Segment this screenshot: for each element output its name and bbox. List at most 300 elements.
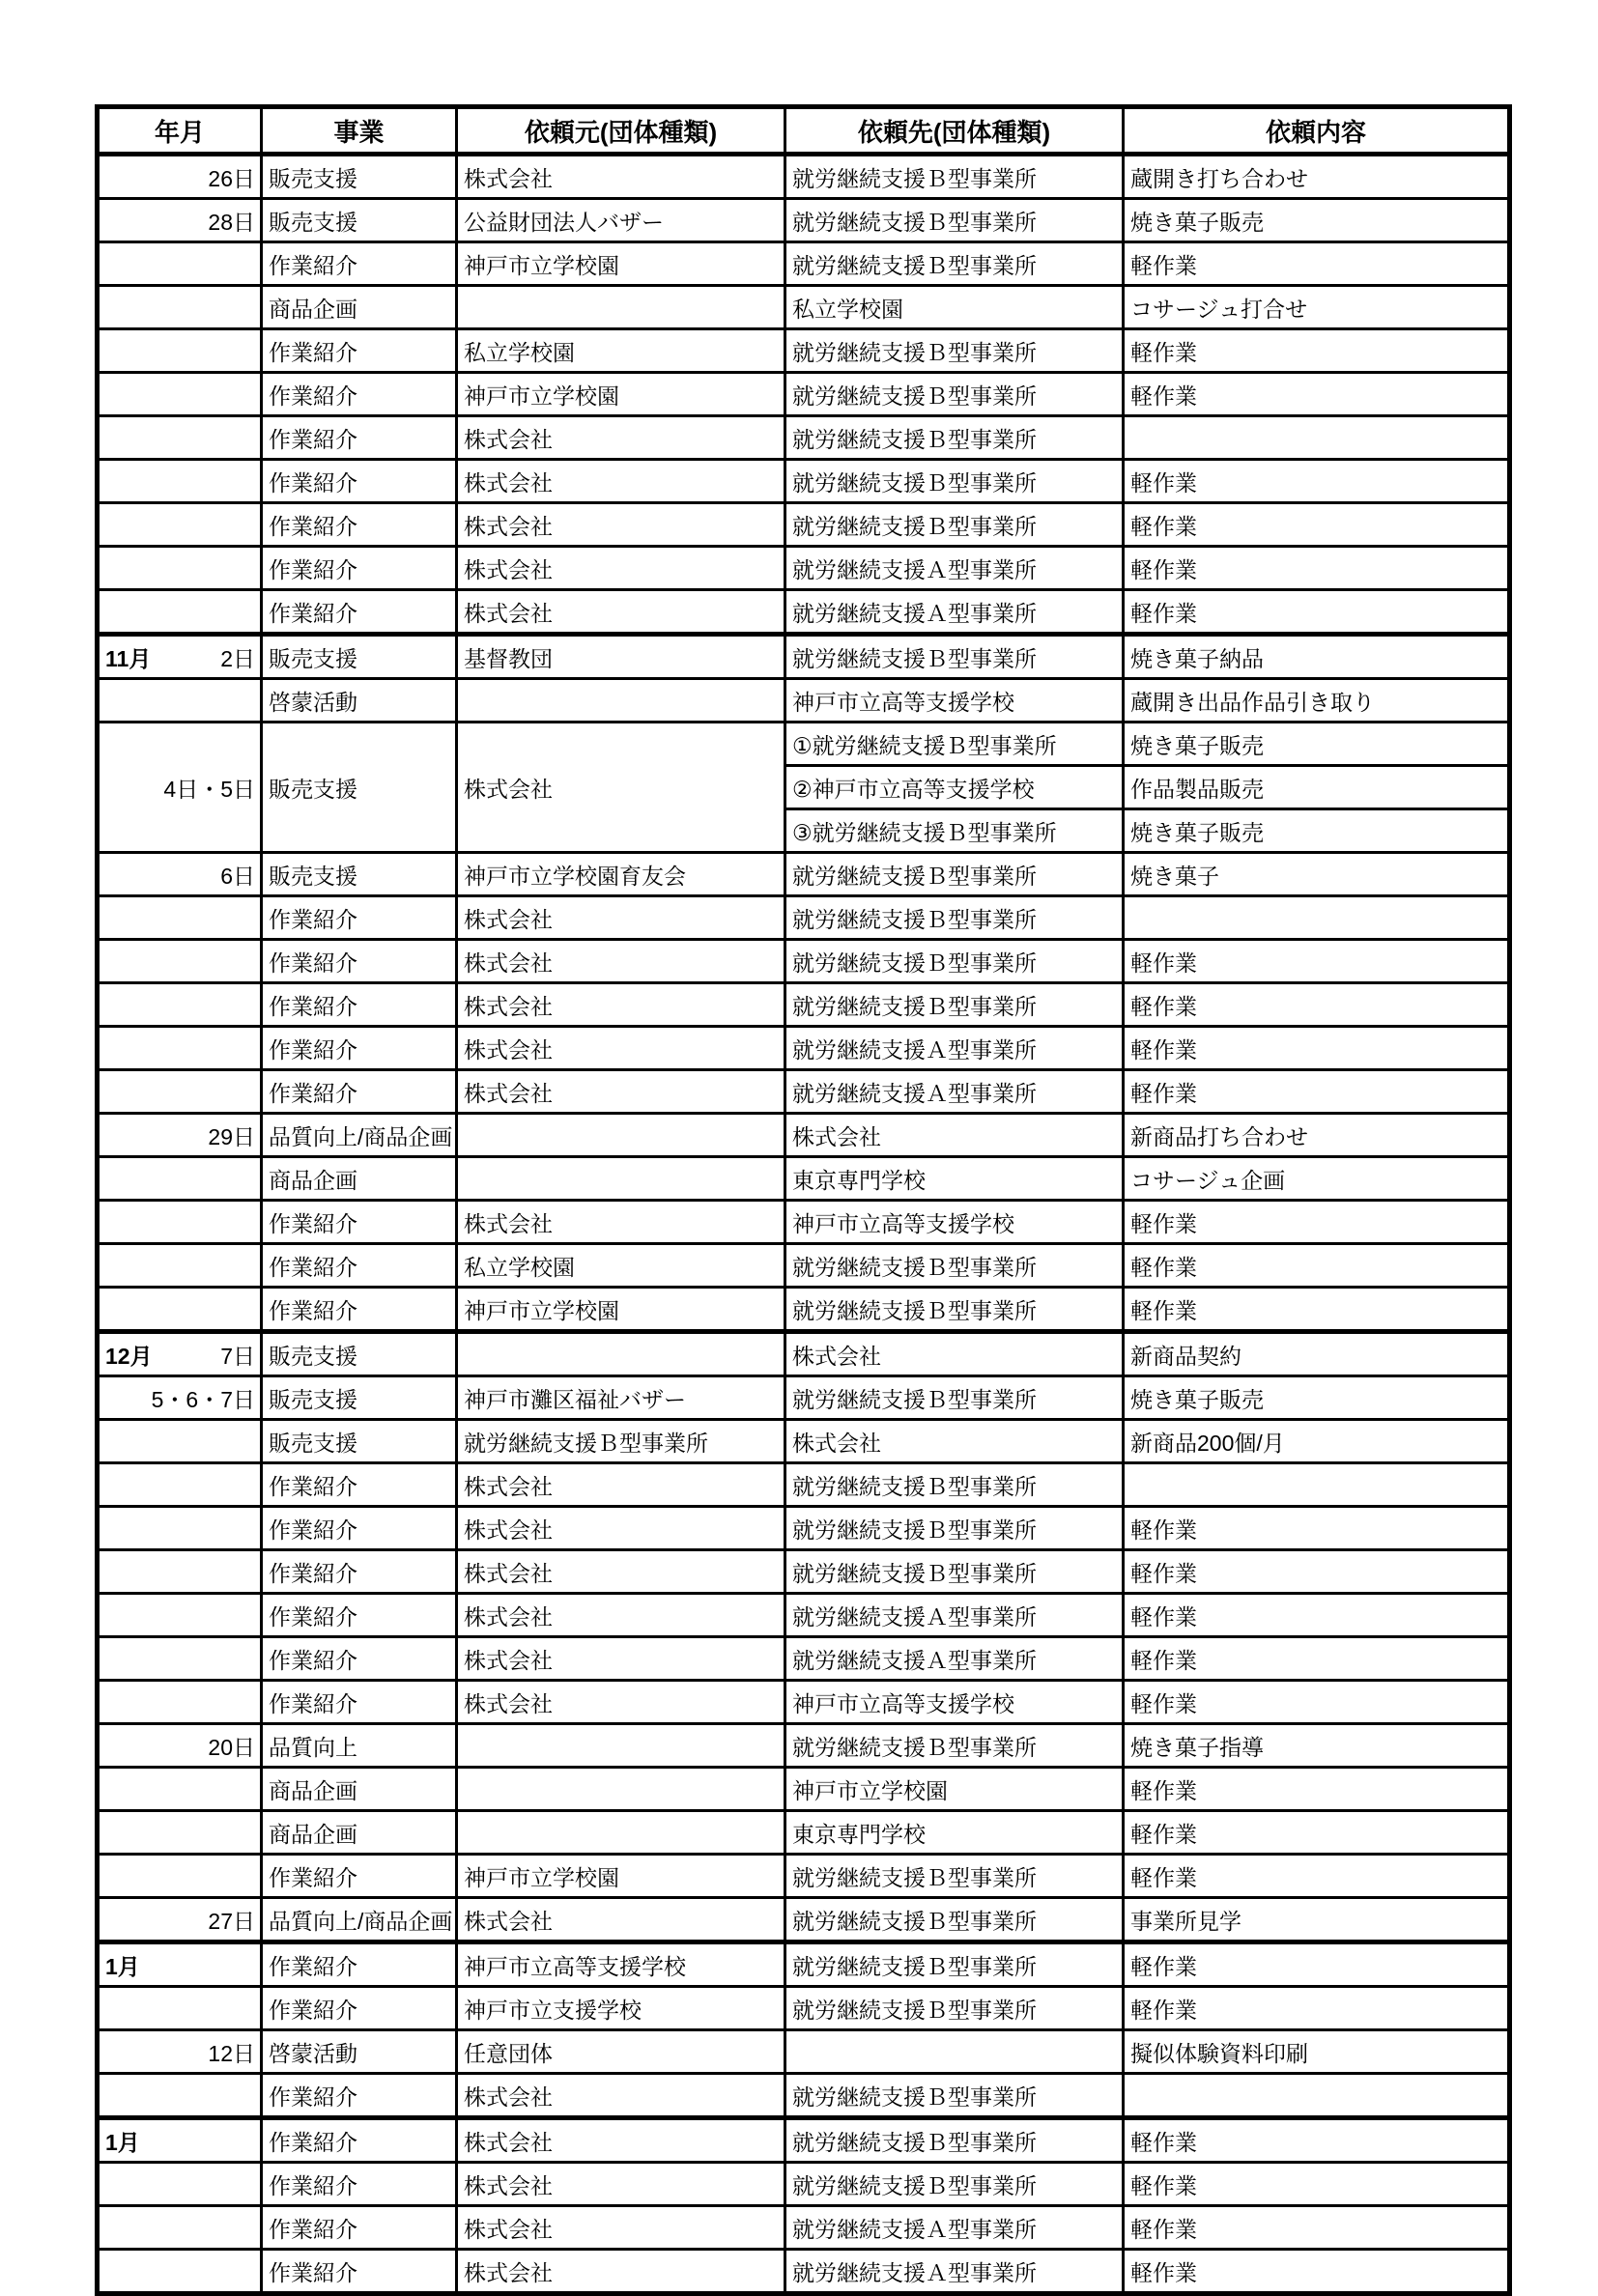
cell-year-month xyxy=(98,1768,262,1811)
cell-request-source xyxy=(457,286,785,329)
cell-business: 販売支援 xyxy=(262,635,457,679)
cell-business: 販売支援 xyxy=(262,1420,457,1463)
table-header xyxy=(98,107,1510,155)
table-row xyxy=(98,155,1510,199)
cell-request-content: 焼き菓子納品 xyxy=(1124,635,1510,679)
cell-request-content: 軽作業 xyxy=(1124,1987,1510,2030)
cell-request-destination: 就労継続支援Ｂ型事業所 xyxy=(785,199,1124,242)
cell-request-source xyxy=(457,1811,785,1855)
cell-year-month xyxy=(98,2030,262,2074)
cell-business: 販売支援 xyxy=(262,723,457,853)
cell-year-month xyxy=(98,1987,262,2030)
table-row xyxy=(98,2030,1510,2074)
cell-request-content: 焼き菓子販売 xyxy=(1124,199,1510,242)
cell-request-destination: 就労継続支援Ｂ型事業所 xyxy=(785,1724,1124,1768)
day-label: 29日 xyxy=(208,1123,255,1149)
cell-business: 作業紹介 xyxy=(262,1027,457,1070)
cell-business: 販売支援 xyxy=(262,853,457,896)
cell-request-source: 株式会社 xyxy=(457,896,785,940)
cell-request-source xyxy=(457,1332,785,1376)
cell-request-content: 新商品打ち合わせ xyxy=(1124,1114,1510,1157)
table-row xyxy=(98,1594,1510,1637)
cell-request-destination: 就労継続支援Ｂ型事業所 xyxy=(785,940,1124,983)
cell-request-source: 神戸市立高等支援学校 xyxy=(457,1942,785,1987)
cell-request-source: 株式会社 xyxy=(457,503,785,547)
table-row xyxy=(98,1942,1510,1987)
cell-request-content: 軽作業 xyxy=(1124,1027,1510,1070)
header-cell-business: 事業 xyxy=(262,107,457,155)
cell-year-month xyxy=(98,853,262,896)
cell-request-content: 軽作業 xyxy=(1124,503,1510,547)
cell-business: 作業紹介 xyxy=(262,1288,457,1332)
cell-request-destination: 就労継続支援Ｂ型事業所 xyxy=(785,896,1124,940)
cell-request-content: 軽作業 xyxy=(1124,1288,1510,1332)
cell-year-month xyxy=(98,940,262,983)
cell-year-month xyxy=(98,416,262,460)
cell-business: 作業紹介 xyxy=(262,2163,457,2206)
month-label: 12月 xyxy=(105,1343,153,1369)
table-row xyxy=(98,1855,1510,1898)
table-row xyxy=(98,635,1510,679)
cell-year-month xyxy=(98,2206,262,2250)
cell-year-month xyxy=(98,199,262,242)
table-row xyxy=(98,1420,1510,1463)
cell-request-source xyxy=(457,679,785,723)
cell-business: 販売支援 xyxy=(262,199,457,242)
table-row xyxy=(98,2250,1510,2294)
cell-request-destination: 就労継続支援Ａ型事業所 xyxy=(785,2250,1124,2294)
day-label: 27日 xyxy=(208,1908,255,1934)
cell-request-source: 株式会社 xyxy=(457,723,785,853)
cell-year-month xyxy=(98,1637,262,1681)
day-label: 6日 xyxy=(220,863,255,889)
cell-request-source: 株式会社 xyxy=(457,983,785,1027)
cell-year-month xyxy=(98,1724,262,1768)
table-row xyxy=(98,2074,1510,2118)
cell-business: 商品企画 xyxy=(262,1811,457,1855)
table-row xyxy=(98,503,1510,547)
cell-year-month xyxy=(98,1027,262,1070)
table-row xyxy=(98,199,1510,242)
table-row xyxy=(98,1637,1510,1681)
cell-request-source: 株式会社 xyxy=(457,1637,785,1681)
cell-request-source: 私立学校園 xyxy=(457,329,785,373)
cell-request-content: 軽作業 xyxy=(1124,242,1510,286)
cell-request-source: 任意団体 xyxy=(457,2030,785,2074)
cell-business: 作業紹介 xyxy=(262,1637,457,1681)
cell-request-content: 軽作業 xyxy=(1124,983,1510,1027)
cell-business: 作業紹介 xyxy=(262,896,457,940)
cell-request-source: 株式会社 xyxy=(457,2118,785,2163)
cell-year-month xyxy=(98,590,262,635)
table-row xyxy=(98,2206,1510,2250)
cell-request-content: 軽作業 xyxy=(1124,1201,1510,1244)
cell-request-destination: 東京専門学校 xyxy=(785,1157,1124,1201)
cell-business: 作業紹介 xyxy=(262,547,457,590)
cell-request-source: 神戸市立学校園育友会 xyxy=(457,853,785,896)
cell-business: 作業紹介 xyxy=(262,1942,457,1987)
cell-request-destination: ③就労継続支援Ｂ型事業所 xyxy=(785,809,1124,853)
cell-request-content: 新商品契約 xyxy=(1124,1332,1510,1376)
cell-request-source: 神戸市立支援学校 xyxy=(457,1987,785,2030)
cell-year-month xyxy=(98,1463,262,1507)
cell-business: 作業紹介 xyxy=(262,983,457,1027)
cell-request-source: 株式会社 xyxy=(457,1594,785,1637)
cell-request-content: 軽作業 xyxy=(1124,1811,1510,1855)
cell-request-source: 株式会社 xyxy=(457,1027,785,1070)
cell-request-content: 軽作業 xyxy=(1124,2250,1510,2294)
cell-year-month xyxy=(98,1507,262,1550)
request-schedule-table xyxy=(95,104,1512,2296)
cell-request-content: コサージュ打合せ xyxy=(1124,286,1510,329)
cell-request-source: 株式会社 xyxy=(457,1550,785,1594)
table-row xyxy=(98,1244,1510,1288)
table-row xyxy=(98,1157,1510,1201)
cell-request-destination: 就労継続支援Ｂ型事業所 xyxy=(785,373,1124,416)
table-row xyxy=(98,1987,1510,2030)
cell-request-content: 軽作業 xyxy=(1124,1942,1510,1987)
cell-business: 商品企画 xyxy=(262,286,457,329)
cell-business: 作業紹介 xyxy=(262,242,457,286)
header-row xyxy=(98,107,1510,155)
cell-request-destination: 就労継続支援Ａ型事業所 xyxy=(785,1070,1124,1114)
cell-year-month xyxy=(98,679,262,723)
cell-business: 商品企画 xyxy=(262,1768,457,1811)
cell-request-content xyxy=(1124,416,1510,460)
table-row xyxy=(98,1811,1510,1855)
table-row xyxy=(98,896,1510,940)
cell-request-content: 事業所見学 xyxy=(1124,1898,1510,1942)
cell-request-destination: ①就労継続支援Ｂ型事業所 xyxy=(785,723,1124,766)
cell-request-content: コサージュ企画 xyxy=(1124,1157,1510,1201)
cell-business: 作業紹介 xyxy=(262,1244,457,1288)
cell-request-content: 擬似体験資料印刷 xyxy=(1124,2030,1510,2074)
cell-business: 作業紹介 xyxy=(262,503,457,547)
cell-year-month xyxy=(98,1070,262,1114)
table-row xyxy=(98,329,1510,373)
table-row xyxy=(98,1027,1510,1070)
table-row xyxy=(98,1681,1510,1724)
cell-request-content: 軽作業 xyxy=(1124,1594,1510,1637)
table-row xyxy=(98,373,1510,416)
cell-business: 作業紹介 xyxy=(262,1463,457,1507)
cell-request-destination: 就労継続支援Ｂ型事業所 xyxy=(785,635,1124,679)
day-label: 12日 xyxy=(208,2040,255,2066)
cell-business: 作業紹介 xyxy=(262,1681,457,1724)
cell-request-source: 公益財団法人バザー xyxy=(457,199,785,242)
cell-business: 作業紹介 xyxy=(262,329,457,373)
cell-request-source: 株式会社 xyxy=(457,416,785,460)
cell-year-month xyxy=(98,1332,262,1376)
cell-request-destination: ②神戸市立高等支援学校 xyxy=(785,766,1124,809)
table-row xyxy=(98,1768,1510,1811)
cell-year-month xyxy=(98,896,262,940)
cell-request-content: 蔵開き出品作品引き取り xyxy=(1124,679,1510,723)
cell-request-source: 就労継続支援Ｂ型事業所 xyxy=(457,1420,785,1463)
cell-request-destination: 就労継続支援Ｂ型事業所 xyxy=(785,155,1124,199)
cell-business: 商品企画 xyxy=(262,1157,457,1201)
cell-year-month xyxy=(98,1594,262,1637)
cell-year-month xyxy=(98,1114,262,1157)
cell-year-month xyxy=(98,2163,262,2206)
table-body xyxy=(98,155,1510,2294)
cell-request-destination: 就労継続支援Ｂ型事業所 xyxy=(785,1942,1124,1987)
cell-year-month xyxy=(98,1855,262,1898)
cell-request-content: 軽作業 xyxy=(1124,1681,1510,1724)
cell-request-source xyxy=(457,1724,785,1768)
cell-request-source: 神戸市立学校園 xyxy=(457,373,785,416)
cell-request-destination: 就労継続支援Ｂ型事業所 xyxy=(785,1244,1124,1288)
cell-request-destination: 就労継続支援Ａ型事業所 xyxy=(785,1637,1124,1681)
cell-request-destination: 就労継続支援Ａ型事業所 xyxy=(785,590,1124,635)
cell-year-month xyxy=(98,242,262,286)
cell-request-destination: 株式会社 xyxy=(785,1420,1124,1463)
cell-request-source: 株式会社 xyxy=(457,1898,785,1942)
cell-request-destination: 私立学校園 xyxy=(785,286,1124,329)
cell-year-month xyxy=(98,983,262,1027)
cell-request-destination xyxy=(785,2030,1124,2074)
cell-request-destination: 神戸市立高等支援学校 xyxy=(785,1681,1124,1724)
cell-year-month xyxy=(98,1288,262,1332)
cell-request-source xyxy=(457,1768,785,1811)
cell-request-destination: 就労継続支援Ｂ型事業所 xyxy=(785,1987,1124,2030)
cell-business: 品質向上/商品企画 xyxy=(262,1114,457,1157)
cell-request-destination: 就労継続支援Ａ型事業所 xyxy=(785,2206,1124,2250)
cell-request-content: 軽作業 xyxy=(1124,1768,1510,1811)
cell-business: 作業紹介 xyxy=(262,1550,457,1594)
cell-request-destination: 東京専門学校 xyxy=(785,1811,1124,1855)
table-row xyxy=(98,940,1510,983)
table-row xyxy=(98,1114,1510,1157)
cell-business: 啓蒙活動 xyxy=(262,679,457,723)
cell-request-source: 株式会社 xyxy=(457,1201,785,1244)
cell-request-destination: 就労継続支援Ａ型事業所 xyxy=(785,547,1124,590)
cell-request-content: 軽作業 xyxy=(1124,940,1510,983)
cell-year-month xyxy=(98,1376,262,1420)
cell-request-source: 株式会社 xyxy=(457,2163,785,2206)
cell-business: 販売支援 xyxy=(262,1332,457,1376)
cell-request-content: 軽作業 xyxy=(1124,2163,1510,2206)
cell-request-source: 株式会社 xyxy=(457,1507,785,1550)
cell-request-destination: 就労継続支援Ａ型事業所 xyxy=(785,1027,1124,1070)
cell-year-month xyxy=(98,373,262,416)
table-row xyxy=(98,983,1510,1027)
cell-request-destination: 就労継続支援Ｂ型事業所 xyxy=(785,2118,1124,2163)
cell-request-destination: 株式会社 xyxy=(785,1114,1124,1157)
day-label: 28日 xyxy=(208,209,255,235)
table-row xyxy=(98,1898,1510,1942)
cell-request-source: 私立学校園 xyxy=(457,1244,785,1288)
cell-request-source: 神戸市立学校園 xyxy=(457,242,785,286)
cell-request-source: 株式会社 xyxy=(457,2206,785,2250)
table-row xyxy=(98,416,1510,460)
cell-business: 販売支援 xyxy=(262,155,457,199)
cell-request-content: 軽作業 xyxy=(1124,2206,1510,2250)
cell-business: 品質向上 xyxy=(262,1724,457,1768)
cell-request-source: 株式会社 xyxy=(457,940,785,983)
day-label: 26日 xyxy=(208,165,255,191)
day-label: 2日 xyxy=(220,645,255,671)
cell-request-destination: 神戸市立学校園 xyxy=(785,1768,1124,1811)
cell-request-content: 軽作業 xyxy=(1124,373,1510,416)
cell-request-source: 株式会社 xyxy=(457,1463,785,1507)
table-row xyxy=(98,547,1510,590)
cell-business: 作業紹介 xyxy=(262,1855,457,1898)
cell-request-content: 軽作業 xyxy=(1124,329,1510,373)
cell-business: 作業紹介 xyxy=(262,590,457,635)
table-row xyxy=(98,286,1510,329)
table-row xyxy=(98,242,1510,286)
day-label: 4日・5日 xyxy=(163,776,255,802)
cell-request-destination: 就労継続支援Ｂ型事業所 xyxy=(785,1898,1124,1942)
month-label: 11月 xyxy=(105,645,152,671)
cell-request-content: 軽作業 xyxy=(1124,1550,1510,1594)
header-cell-request-destination: 依頼先(団体種類) xyxy=(785,107,1124,155)
cell-request-destination: 就労継続支援Ｂ型事業所 xyxy=(785,329,1124,373)
cell-request-destination: 就労継続支援Ｂ型事業所 xyxy=(785,242,1124,286)
cell-request-destination: 神戸市立高等支援学校 xyxy=(785,1201,1124,1244)
table-row xyxy=(98,723,1510,766)
cell-year-month xyxy=(98,329,262,373)
table-row xyxy=(98,1376,1510,1420)
cell-year-month xyxy=(98,635,262,679)
cell-request-source: 株式会社 xyxy=(457,460,785,503)
cell-request-content: 焼き菓子販売 xyxy=(1124,809,1510,853)
table-row xyxy=(98,1507,1510,1550)
cell-request-content: 焼き菓子 xyxy=(1124,853,1510,896)
cell-request-destination: 就労継続支援Ａ型事業所 xyxy=(785,1594,1124,1637)
cell-request-content xyxy=(1124,2074,1510,2118)
cell-year-month xyxy=(98,1898,262,1942)
table-row xyxy=(98,679,1510,723)
cell-request-content: 軽作業 xyxy=(1124,1070,1510,1114)
cell-request-source: 株式会社 xyxy=(457,1070,785,1114)
cell-business: 作業紹介 xyxy=(262,373,457,416)
cell-request-destination: 就労継続支援Ｂ型事業所 xyxy=(785,983,1124,1027)
cell-year-month xyxy=(98,2074,262,2118)
cell-business: 品質向上/商品企画 xyxy=(262,1898,457,1942)
table-row xyxy=(98,460,1510,503)
table-row xyxy=(98,1724,1510,1768)
cell-year-month xyxy=(98,1550,262,1594)
day-label: 20日 xyxy=(208,1734,255,1760)
cell-business: 作業紹介 xyxy=(262,940,457,983)
table-row xyxy=(98,1288,1510,1332)
cell-request-source: 神戸市灘区福祉バザー xyxy=(457,1376,785,1420)
day-label: 5・6・7日 xyxy=(151,1386,255,1412)
cell-request-source xyxy=(457,1157,785,1201)
cell-request-content: 軽作業 xyxy=(1124,1507,1510,1550)
cell-request-source: 基督教団 xyxy=(457,635,785,679)
cell-request-content: 軽作業 xyxy=(1124,590,1510,635)
cell-business: 販売支援 xyxy=(262,1376,457,1420)
cell-business: 作業紹介 xyxy=(262,1987,457,2030)
cell-year-month xyxy=(98,155,262,199)
cell-request-destination: 就労継続支援Ｂ型事業所 xyxy=(785,1507,1124,1550)
cell-year-month xyxy=(98,723,262,853)
cell-request-destination: 就労継続支援Ｂ型事業所 xyxy=(785,1855,1124,1898)
cell-request-destination: 就労継続支援Ｂ型事業所 xyxy=(785,460,1124,503)
cell-business: 作業紹介 xyxy=(262,2118,457,2163)
cell-request-destination: 就労継続支援Ｂ型事業所 xyxy=(785,1550,1124,1594)
day-label: 7日 xyxy=(220,1343,255,1369)
header-cell-request-content: 依頼内容 xyxy=(1124,107,1510,155)
cell-business: 作業紹介 xyxy=(262,1070,457,1114)
cell-request-destination: 株式会社 xyxy=(785,1332,1124,1376)
cell-request-content: 軽作業 xyxy=(1124,1855,1510,1898)
cell-year-month xyxy=(98,1681,262,1724)
cell-request-source: 株式会社 xyxy=(457,2250,785,2294)
cell-request-content: 軽作業 xyxy=(1124,2118,1510,2163)
table-row xyxy=(98,1201,1510,1244)
cell-business: 作業紹介 xyxy=(262,1201,457,1244)
cell-request-source: 株式会社 xyxy=(457,547,785,590)
cell-request-destination: 神戸市立高等支援学校 xyxy=(785,679,1124,723)
cell-request-source: 株式会社 xyxy=(457,155,785,199)
cell-business: 作業紹介 xyxy=(262,1507,457,1550)
cell-request-source xyxy=(457,1114,785,1157)
cell-year-month xyxy=(98,460,262,503)
cell-request-content: 焼き菓子指導 xyxy=(1124,1724,1510,1768)
cell-year-month xyxy=(98,503,262,547)
month-label: 1月 xyxy=(105,1953,140,1979)
cell-year-month xyxy=(98,1942,262,1987)
table-row xyxy=(98,590,1510,635)
cell-year-month xyxy=(98,1420,262,1463)
cell-request-content: 軽作業 xyxy=(1124,547,1510,590)
cell-year-month xyxy=(98,1811,262,1855)
cell-request-content: 軽作業 xyxy=(1124,460,1510,503)
cell-request-destination: 就労継続支援Ｂ型事業所 xyxy=(785,503,1124,547)
cell-request-source: 神戸市立学校園 xyxy=(457,1288,785,1332)
cell-request-source: 株式会社 xyxy=(457,1681,785,1724)
cell-business: 作業紹介 xyxy=(262,460,457,503)
cell-business: 作業紹介 xyxy=(262,1594,457,1637)
cell-request-destination: 就労継続支援Ｂ型事業所 xyxy=(785,1376,1124,1420)
cell-request-destination: 就労継続支援Ｂ型事業所 xyxy=(785,853,1124,896)
cell-request-source: 株式会社 xyxy=(457,590,785,635)
cell-business: 作業紹介 xyxy=(262,2074,457,2118)
cell-request-content: 軽作業 xyxy=(1124,1637,1510,1681)
table-row xyxy=(98,2118,1510,2163)
table-row xyxy=(98,1550,1510,1594)
cell-year-month xyxy=(98,1201,262,1244)
cell-request-content xyxy=(1124,896,1510,940)
cell-year-month xyxy=(98,2250,262,2294)
cell-year-month xyxy=(98,2118,262,2163)
table-row xyxy=(98,1332,1510,1376)
cell-request-content: 作品製品販売 xyxy=(1124,766,1510,809)
cell-request-content: 焼き菓子販売 xyxy=(1124,723,1510,766)
month-label: 1月 xyxy=(105,2129,140,2155)
header-cell-request-source: 依頼元(団体種類) xyxy=(457,107,785,155)
table-row xyxy=(98,1070,1510,1114)
cell-year-month xyxy=(98,1244,262,1288)
cell-business: 作業紹介 xyxy=(262,2206,457,2250)
table-row xyxy=(98,2163,1510,2206)
cell-year-month xyxy=(98,547,262,590)
cell-year-month xyxy=(98,286,262,329)
cell-request-content xyxy=(1124,1463,1510,1507)
cell-request-destination: 就労継続支援Ｂ型事業所 xyxy=(785,2163,1124,2206)
cell-business: 作業紹介 xyxy=(262,2250,457,2294)
header-cell-year-month: 年月 xyxy=(98,107,262,155)
table-row xyxy=(98,1463,1510,1507)
cell-year-month xyxy=(98,1157,262,1201)
cell-request-destination: 就労継続支援Ｂ型事業所 xyxy=(785,416,1124,460)
cell-request-content: 新商品200個/月 xyxy=(1124,1420,1510,1463)
cell-business: 作業紹介 xyxy=(262,416,457,460)
